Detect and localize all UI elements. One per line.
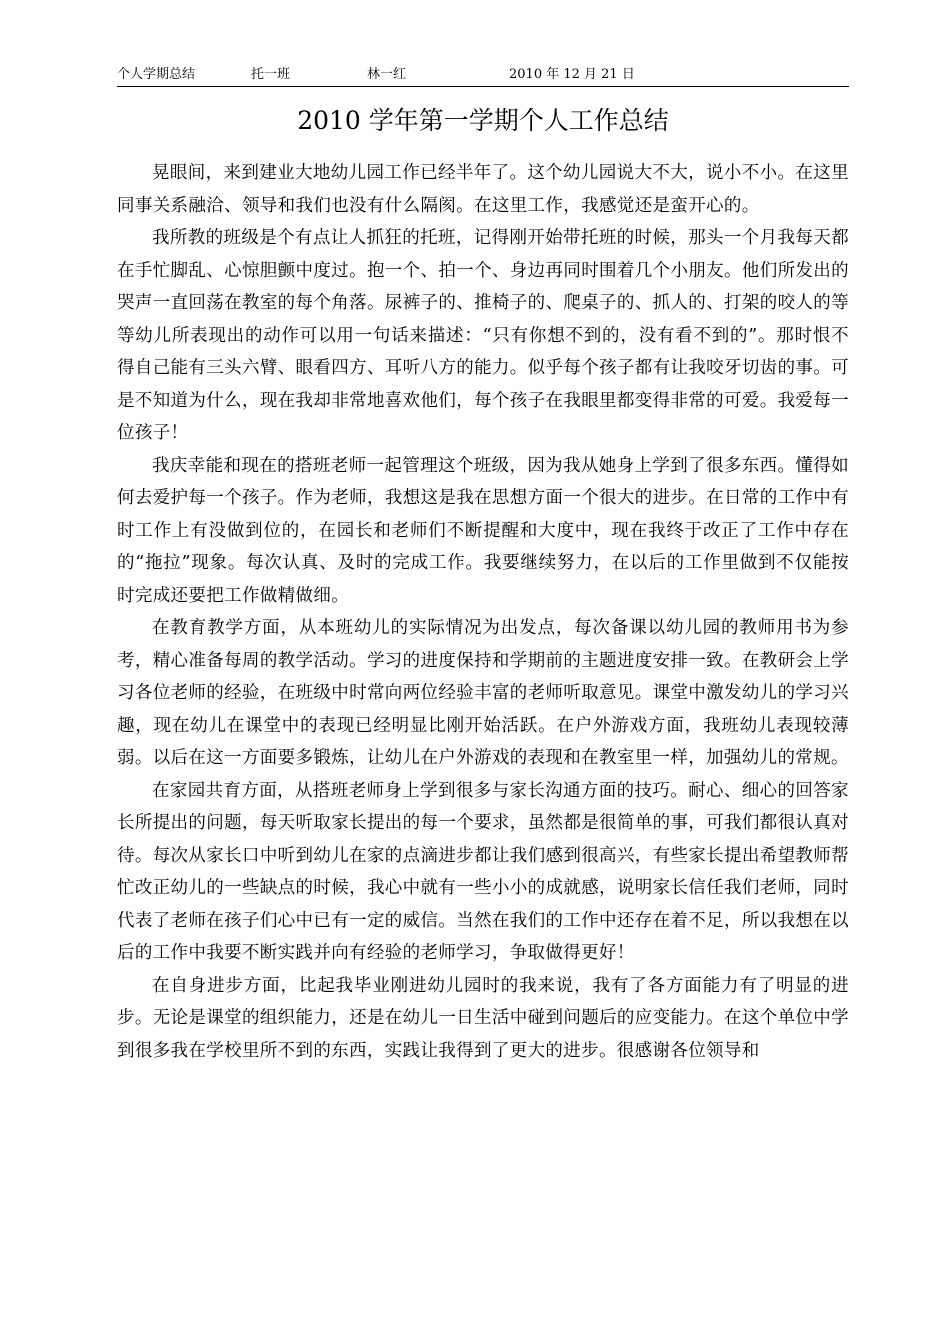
paragraph-intro: 晃眼间，来到建业大地幼儿园工作已经半年了。这个幼儿园说大不大，说小不小。在这里同事关系融洽、领导和我们也没有什么隔阂。在这里工作，我感觉还是蛮开心的。 [117,163,849,216]
paragraph-parents: 在家园共育方面，从搭班老师身上学到很多与家长沟通方面的技巧。耐心、细心的回答家长所提出的问题，每天听取家长提出的每一个要求，虽然都是很简单的事，可我们都很认真对待。每次从家长口中听到幼儿在家的点滴进步都让我们感到很高兴，有些家长提出希望教师帮忙改正幼儿的一些缺点的时候，我心中就有一些小小的成就感，说明家长信任我们老师，同时代表了老师在孩子们心中已有一定的威信。当然在我们的工作中还存在着不足，所以我想在以后的工作中我要不断实践并向有经验的老师学习，争取做得更好！ [117,780,849,963]
header-name: 林一红 [367,67,407,82]
paragraph-teaching: 在教育教学方面，从本班幼儿的实际情况为出发点，每次备课以幼儿园的教师用书为参考，精心准备每周的教学活动。学习的进度保持和学期前的主题进度安排一致。在教研会上学习各位老师的经验，在班级中时常向两位经验丰富的老师听取意见。课堂中激发幼儿的学习兴趣，现在幼儿在课堂中的表现已经明显比刚开始活跃。在户外游戏方面，我班幼儿表现较薄弱。以后在这一方面要多锻炼，让幼儿在户外游戏的表现和在教室里一样，加强幼儿的常规。 [117,618,849,768]
document-body [117,157,849,1067]
header-date: 2010 年 12 月 21 日 [509,67,635,82]
page-header [117,66,849,87]
header-class: 托一班 [251,67,291,82]
paragraph-class-experience: 我所教的班级是个有点让人抓狂的托班，记得刚开始带托班的时候，那头一个月我每天都在手忙脚乱、心惊胆颤中度过。抱一个、拍一个、身边再同时围着几个小朋友。他们所发出的哭声一直回荡在教室的每个角落。尿裤子的、推椅子的、爬桌子的、抓人的、打架的咬人的等等幼儿所表现出的动作可以用一句话来描述：“只有你想不到的，没有看不到的”。那时恨不得自己能有三头六臂、眼看四方、耳听八方的能力。似乎每个孩子都有让我咬牙切齿的事。可是不知道为什么，现在我却非常地喜欢他们，每个孩子在我眼里都变得非常的可爱。我爱每一位孩子！ [117,228,849,443]
paragraph-self-progress: 在自身进步方面，比起我毕业刚进幼儿园时的我来说，我有了各方面能力有了明显的进步。无论是课堂的组织能力，还是在幼儿一日生活中碰到问题后的应变能力。在这个单位中学到很多我在学校里所不到的东西，实践让我得到了更大的进步。很感谢各位领导和 [117,975,849,1061]
document-title: 2010 学年第一学期个人工作总结 [297,106,669,135]
paragraph-colleague: 我庆幸能和现在的搭班老师一起管理这个班级，因为我从她身上学到了很多东西。懂得如何去爱护每一个孩子。作为老师，我想这是我在思想方面一个很大的进步。在日常的工作中有时工作上有没做到位的，在园长和老师们不断提醒和大度中，现在我终于改正了工作中存在的“拖拉”现象。每次认真、及时的完成工作。我要继续努力，在以后的工作里做到不仅能按时完成还要把工作做精做细。 [117,455,849,606]
header-doc-type: 个人学期总结 [117,67,196,82]
